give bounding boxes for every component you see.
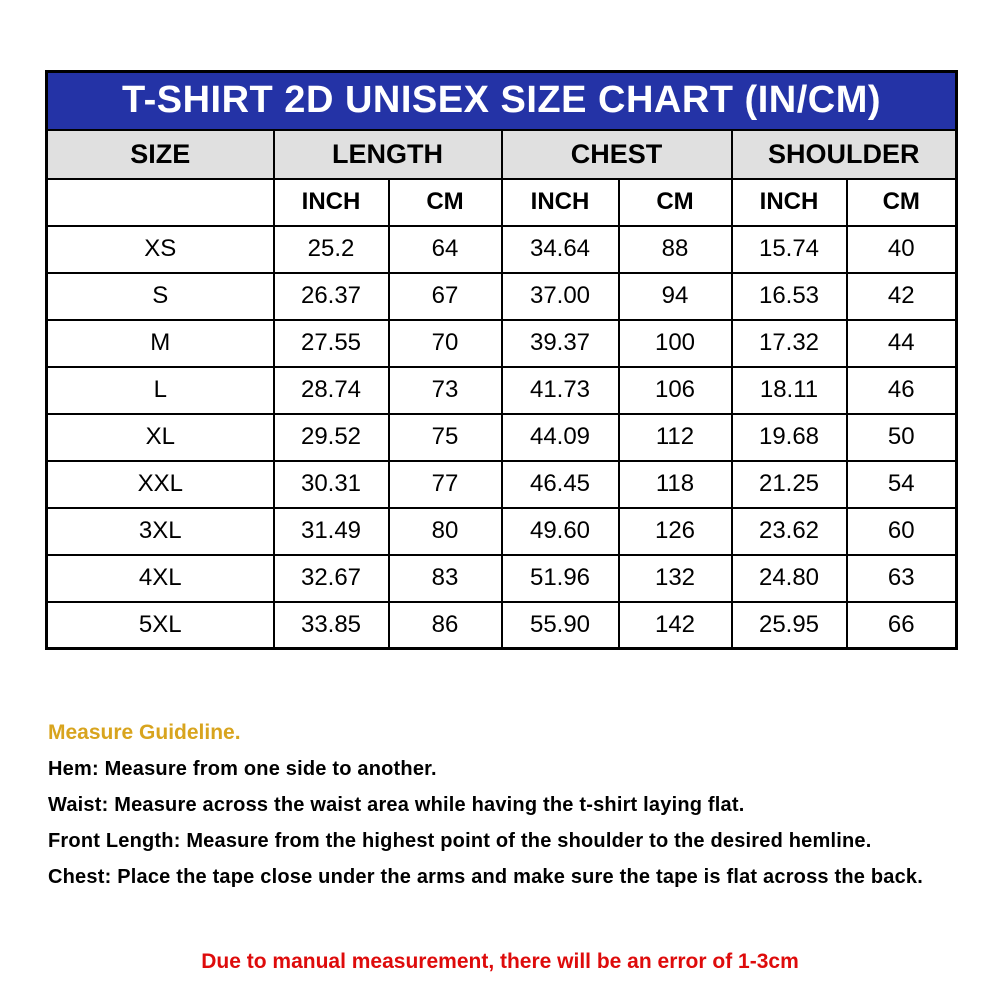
group-header-row: [47, 130, 957, 179]
value-cell: 26.37: [274, 273, 389, 320]
value-cell: 29.52: [274, 414, 389, 461]
value-cell: 94: [619, 273, 732, 320]
size-label-cell: M: [47, 320, 274, 367]
unit-header-length-cm: CM: [389, 179, 502, 226]
size-label-cell: 5XL: [47, 602, 274, 649]
value-cell: 37.00: [502, 273, 619, 320]
value-cell: 21.25: [732, 461, 847, 508]
value-cell: 18.11: [732, 367, 847, 414]
size-label-cell: XL: [47, 414, 274, 461]
table-row-xxl: [47, 461, 957, 508]
table-row-3xl: [47, 508, 957, 555]
unit-header-row: [47, 179, 957, 226]
value-cell: 50: [847, 414, 957, 461]
value-cell: 100: [619, 320, 732, 367]
value-cell: 41.73: [502, 367, 619, 414]
guideline-text-waist: : Measure across the waist area while having the t-shirt laying flat.: [101, 794, 745, 816]
value-cell: 33.85: [274, 602, 389, 649]
value-cell: 70: [389, 320, 502, 367]
guideline-term-chest: Chest: [48, 866, 105, 888]
value-cell: 24.80: [732, 555, 847, 602]
table-row-5xl: [47, 602, 957, 649]
value-cell: 67: [389, 273, 502, 320]
guideline-line-hem: [48, 758, 948, 781]
guideline-text-chest: : Place the tape close under the arms and make sure the tape is flat across the back.: [104, 866, 923, 888]
unit-header-shoulder-cm: CM: [847, 179, 957, 226]
value-cell: 27.55: [274, 320, 389, 367]
value-cell: 83: [389, 555, 502, 602]
size-chart-table: [45, 70, 958, 650]
value-cell: 126: [619, 508, 732, 555]
value-cell: 55.90: [502, 602, 619, 649]
size-label-cell: 4XL: [47, 555, 274, 602]
column-header-size: SIZE: [47, 130, 274, 179]
value-cell: 66: [847, 602, 957, 649]
value-cell: 49.60: [502, 508, 619, 555]
guideline-term-waist: Waist: [48, 794, 102, 816]
value-cell: 19.68: [732, 414, 847, 461]
value-cell: 46: [847, 367, 957, 414]
value-cell: 77: [389, 461, 502, 508]
value-cell: 64: [389, 226, 502, 273]
value-cell: 39.37: [502, 320, 619, 367]
value-cell: 60: [847, 508, 957, 555]
table-row-xs: [47, 226, 957, 273]
guideline-line-front-length: [48, 830, 948, 853]
table-row-m: [47, 320, 957, 367]
unit-header-length-inch: INCH: [274, 179, 389, 226]
unit-header-chest-cm: CM: [619, 179, 732, 226]
column-header-chest: CHEST: [502, 130, 732, 179]
size-label-cell: XS: [47, 226, 274, 273]
guideline-term-hem: Hem: [48, 758, 92, 780]
guideline-text-front-length: : Measure from the highest point of the shoulder to the desired hemline.: [173, 830, 872, 852]
value-cell: 73: [389, 367, 502, 414]
value-cell: 42: [847, 273, 957, 320]
measurement-error-note: Due to manual measurement, there will be an error of 1-3cm: [201, 950, 799, 973]
value-cell: 112: [619, 414, 732, 461]
value-cell: 106: [619, 367, 732, 414]
value-cell: 80: [389, 508, 502, 555]
value-cell: 23.62: [732, 508, 847, 555]
page-title: T-SHIRT 2D UNISEX SIZE CHART (IN/CM): [47, 72, 957, 130]
value-cell: 63: [847, 555, 957, 602]
guideline-line-waist: [48, 794, 948, 817]
value-cell: 25.2: [274, 226, 389, 273]
size-label-cell: XXL: [47, 461, 274, 508]
value-cell: 16.53: [732, 273, 847, 320]
value-cell: 132: [619, 555, 732, 602]
value-cell: 75: [389, 414, 502, 461]
value-cell: 28.74: [274, 367, 389, 414]
size-label-cell: L: [47, 367, 274, 414]
value-cell: 46.45: [502, 461, 619, 508]
value-cell: 44: [847, 320, 957, 367]
guideline-line-chest: [48, 866, 948, 889]
guideline-term-front-length: Front Length: [48, 830, 174, 852]
value-cell: 25.95: [732, 602, 847, 649]
title-bar: [47, 72, 957, 130]
column-header-length: LENGTH: [274, 130, 502, 179]
value-cell: 34.64: [502, 226, 619, 273]
column-header-shoulder: SHOULDER: [732, 130, 957, 179]
value-cell: 118: [619, 461, 732, 508]
value-cell: 31.49: [274, 508, 389, 555]
value-cell: 32.67: [274, 555, 389, 602]
guideline-heading: Measure Guideline.: [48, 721, 241, 744]
measure-guideline-section: [48, 721, 948, 902]
size-label-cell: S: [47, 273, 274, 320]
guideline-text-hem: : Measure from one side to another.: [91, 758, 437, 780]
value-cell: 44.09: [502, 414, 619, 461]
value-cell: 142: [619, 602, 732, 649]
value-cell: 54: [847, 461, 957, 508]
value-cell: 51.96: [502, 555, 619, 602]
value-cell: 40: [847, 226, 957, 273]
table-row-4xl: [47, 555, 957, 602]
value-cell: 86: [389, 602, 502, 649]
value-cell: 88: [619, 226, 732, 273]
unit-header-chest-inch: INCH: [502, 179, 619, 226]
unit-header-shoulder-inch: INCH: [732, 179, 847, 226]
value-cell: 15.74: [732, 226, 847, 273]
table-row-xl: [47, 414, 957, 461]
unit-header-empty: [47, 179, 274, 226]
value-cell: 17.32: [732, 320, 847, 367]
table-row-s: [47, 273, 957, 320]
value-cell: 30.31: [274, 461, 389, 508]
table-row-l: [47, 367, 957, 414]
size-label-cell: 3XL: [47, 508, 274, 555]
